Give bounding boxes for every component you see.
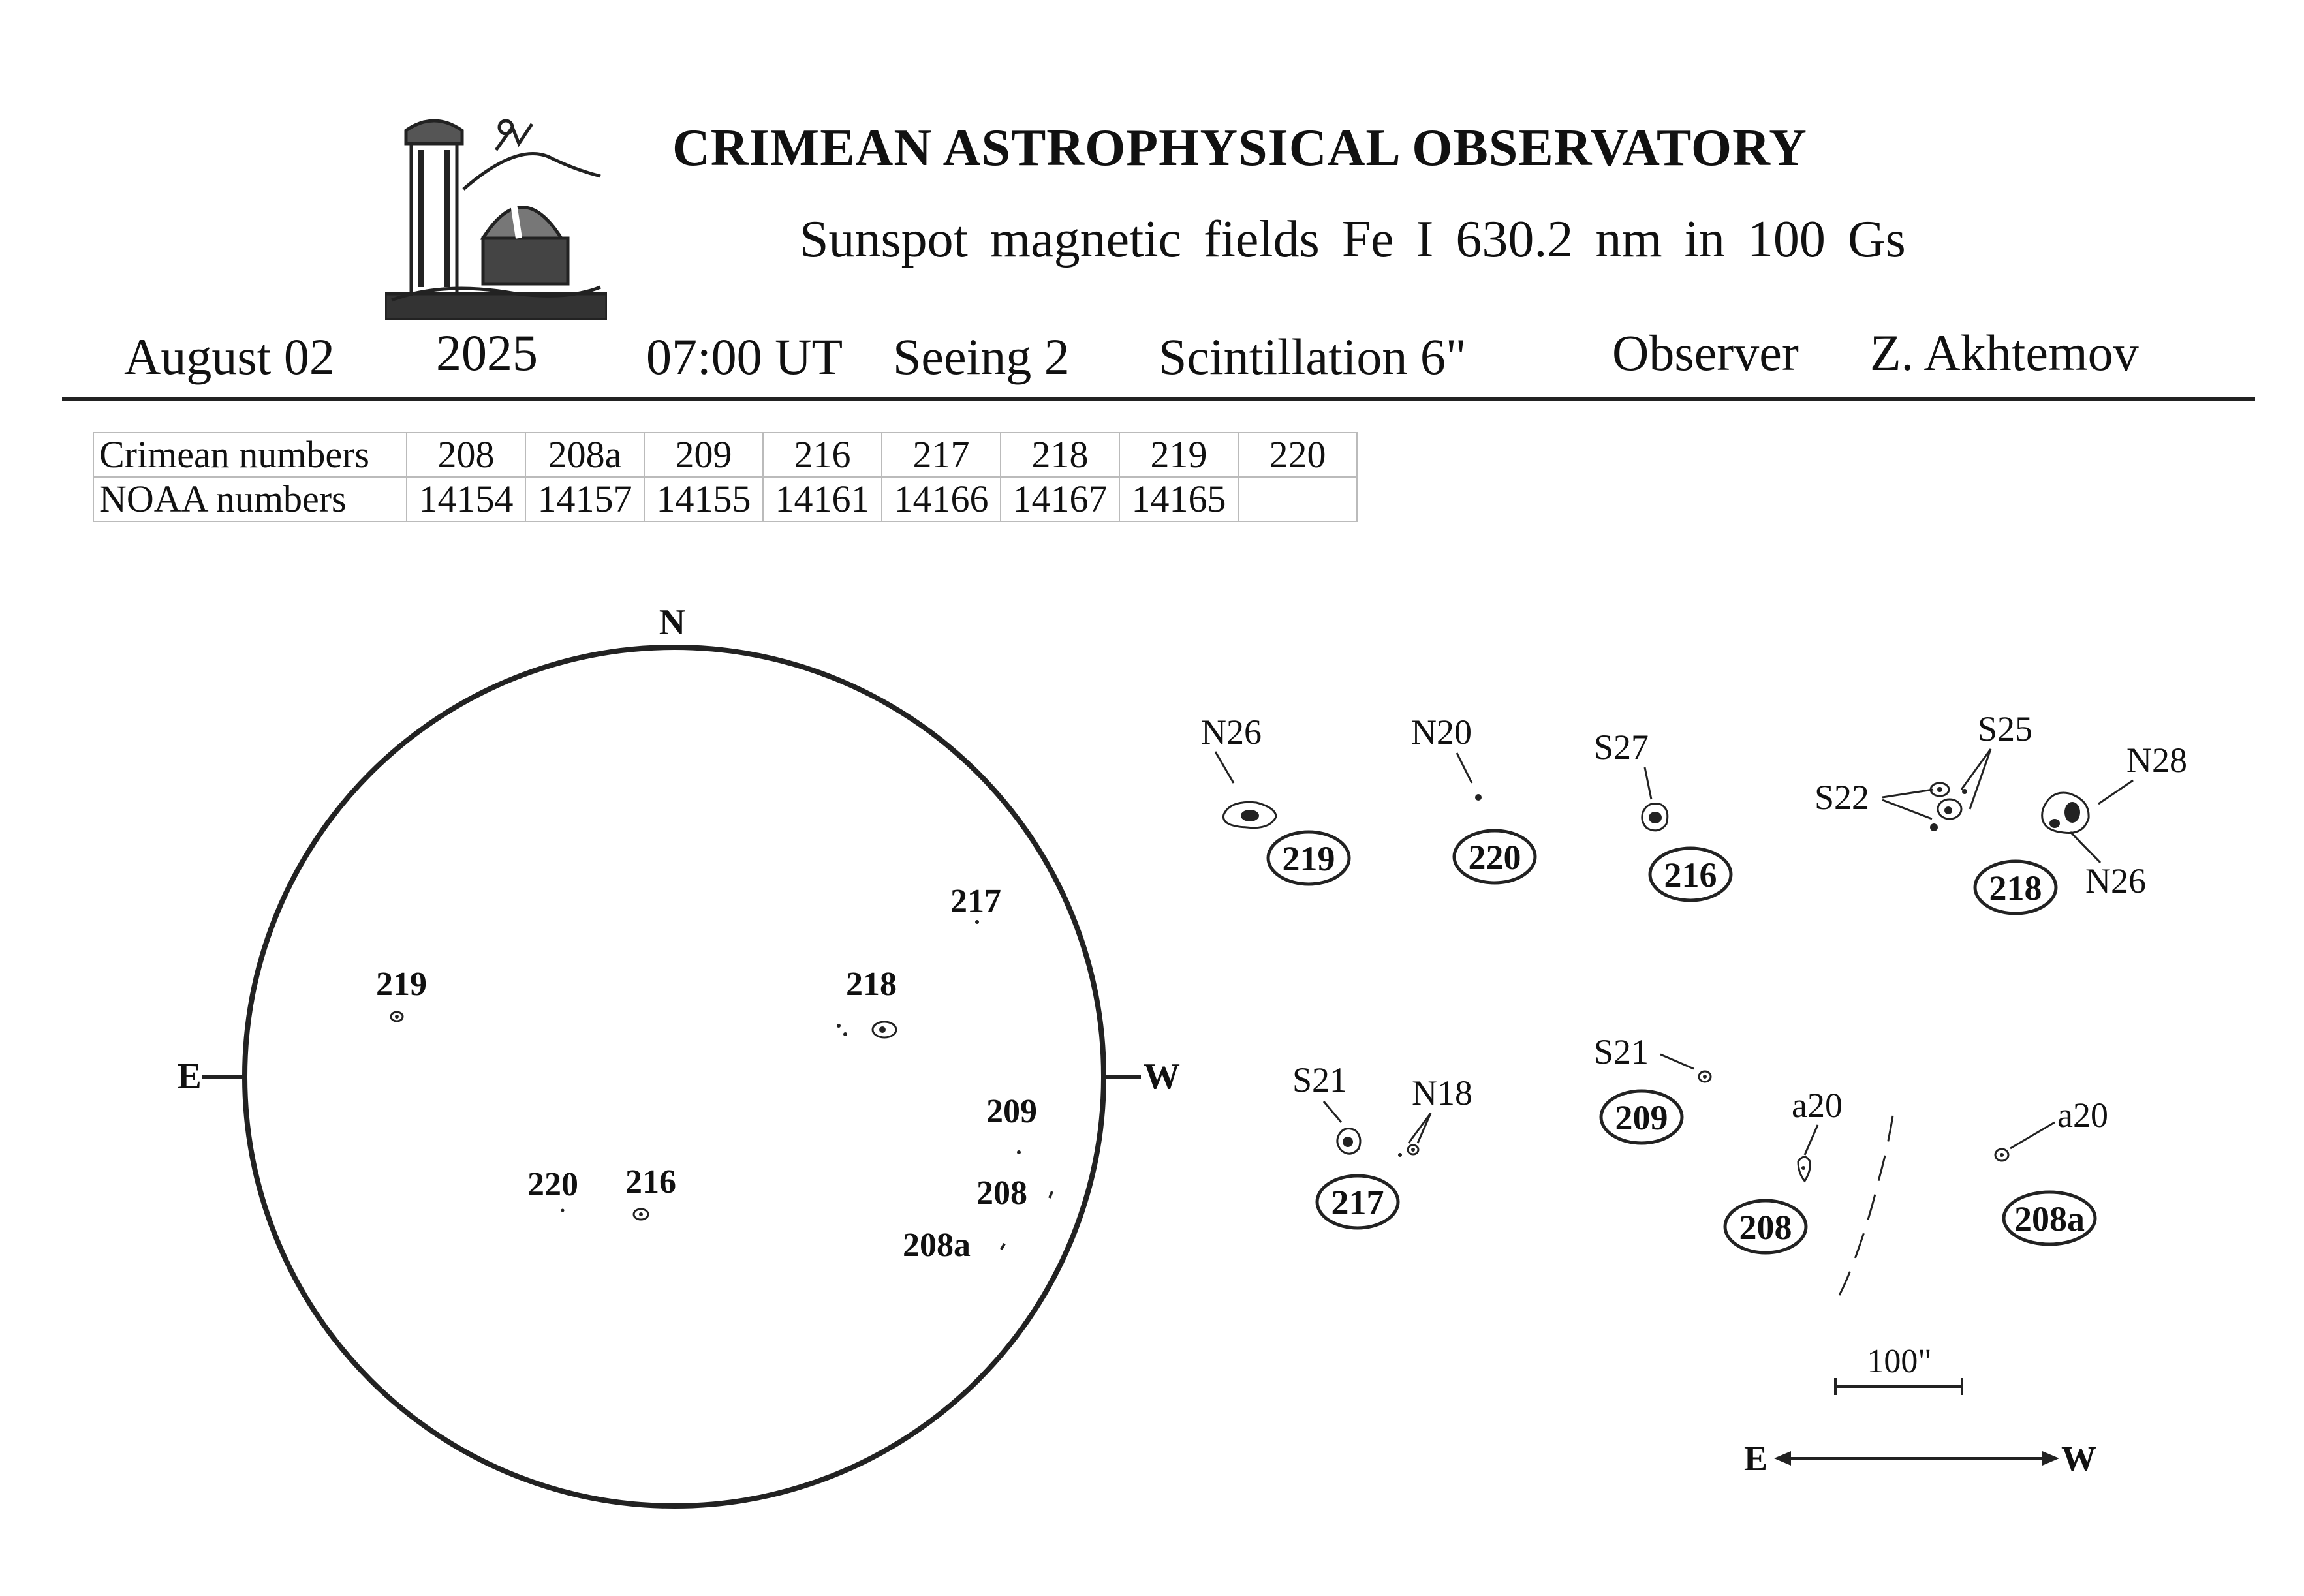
polarity-label: S21 [1594,1032,1649,1071]
region-details [1201,709,2187,1295]
crimean-number-cell: 208a [525,433,644,477]
direction-east-label: E [1743,1439,1768,1478]
disk-region-label: 217 [950,883,1001,920]
sunspot-umbra [1649,812,1662,823]
leader-line [1215,752,1234,783]
noaa-number-cell: 14161 [763,477,882,521]
disk-region-label: 218 [846,966,897,1003]
sunspot-mark [639,1212,643,1216]
polarity-label: N28 [2126,741,2187,780]
disk-region-label: 208 [976,1174,1027,1212]
sunspot-umbra [1241,810,1259,821]
region-218-detail [1814,709,2187,913]
neutral-line [1839,1116,1893,1295]
disk-region-label: 220 [527,1166,578,1203]
direction-west-label: W [2061,1439,2096,1478]
sunspot-umbra [1398,1153,1402,1157]
scale-bar [1835,1343,1962,1395]
sunspot-umbra [1930,823,1938,831]
seeing-value: Seeing 2 [893,328,1070,385]
scale-bar-label: 100" [1867,1343,1932,1380]
sunspot-mark [1001,1244,1004,1250]
noaa-number-cell: 14157 [525,477,644,521]
sunspot-mark [879,1026,886,1033]
sunspot-umbra [1944,806,1952,814]
sunspot-mark [395,1015,399,1019]
sunspot-umbra [2064,802,2080,823]
noaa-number-cell: 14155 [644,477,763,521]
sunspot-mark [843,1032,847,1036]
region-badge-label: 216 [1664,855,1717,895]
crimean-number-cell: 209 [644,433,763,477]
polarity-label: S25 [1978,709,2033,748]
leader-line [1882,800,1932,819]
region-219-detail [1201,713,1349,884]
observatory-title: CRIMEAN ASTROPHYSICAL OBSERVATORY [672,119,1807,177]
sunspot-umbra [2000,1153,2004,1157]
region-220-detail [1411,713,1535,883]
crimean-number-cell: 218 [1001,433,1119,477]
leader-line [2010,1122,2055,1148]
polarity-label: N18 [1412,1073,1472,1113]
noaa-number-cell: 14154 [407,477,525,521]
disk-region-label: 209 [986,1093,1037,1130]
disk-outline [245,647,1104,1506]
polarity-label: a20 [1792,1086,1843,1125]
region-badge-label: 217 [1331,1183,1384,1222]
east-label: E [177,1056,202,1097]
region-216-detail [1594,728,1731,900]
region-208a-detail [1995,1096,2108,1244]
sunspot-mark [1017,1150,1021,1154]
region-badge-label: 209 [1615,1098,1668,1137]
direction-arrow [1744,1439,2096,1478]
region-209-detail [1594,1032,1711,1143]
crimean-number-cell: 217 [882,433,1001,477]
north-label: N [659,602,686,643]
region-badge-label: 218 [1989,868,2042,908]
crimean-number-cell: 208 [407,433,525,477]
leader-line [1457,753,1472,783]
noaa-numbers-label: NOAA numbers [93,477,407,521]
disk-region-label: 208a [903,1227,971,1264]
region-badge-label: 219 [1282,839,1335,878]
noaa-number-cell: 14167 [1001,477,1119,521]
polarity-label: N20 [1411,713,1472,752]
polarity-label: N26 [1201,713,1262,752]
crimean-number-cell: 216 [763,433,882,477]
leader-line [1961,749,1991,790]
sunspot-umbra [1962,789,1967,794]
sunspot-mark [561,1209,565,1212]
polarity-label: S27 [1594,728,1649,767]
disk-region-label: 219 [376,966,427,1003]
leader-line [1805,1125,1818,1155]
crimean-number-cell: 220 [1238,433,1357,477]
observer-name: Z. Akhtemov [1870,324,2139,381]
sunspot-mark [975,920,979,924]
disk-region-label: 216 [625,1163,676,1201]
region-badge-label: 208a [2014,1199,2085,1238]
scintillation-value: Scintillation 6" [1159,328,1467,385]
leader-line [1882,790,1933,797]
leader-line [1324,1101,1341,1122]
west-label: W [1144,1056,1180,1097]
region-208-detail [1725,1086,1893,1295]
region-badge-label: 220 [1468,838,1521,877]
map-subtitle: Sunspot magnetic fields Fe I 630.2 nm in 100 Gs [800,211,1906,268]
leader-line [1645,767,1651,799]
noaa-number-cell: 14166 [882,477,1001,521]
sunspot-umbra [2049,819,2060,828]
observation-time: 07:00 UT [646,328,843,385]
arrow-head-left-icon [1774,1451,1791,1466]
polarity-label: a20 [2057,1096,2108,1135]
polarity-label: S21 [1292,1060,1348,1099]
leader-line [1970,749,1991,809]
sunspot-umbra [1411,1148,1415,1152]
polarity-label: S22 [1814,778,1870,817]
sunspot-mark [837,1024,841,1028]
crimean-numbers-label: Crimean numbers [93,433,407,477]
noaa-number-cell: 14165 [1119,477,1238,521]
observer-label: Observer [1612,324,1799,381]
region-217-detail [1292,1060,1472,1228]
observation-year: 2025 [436,324,538,381]
sunspot-umbra [1475,794,1482,801]
sunspot-mark [1050,1191,1052,1198]
sunspot-umbra [1801,1166,1805,1170]
observation-date: August 02 [124,328,335,385]
sunspot-umbra [1343,1137,1353,1147]
sunspot-umbra [1937,787,1942,792]
polarity-label: N26 [2085,861,2146,900]
sunspot-umbra [1703,1075,1707,1079]
arrow-head-right-icon [2042,1451,2059,1466]
leader-line [2070,832,2100,863]
leader-line [1660,1054,1694,1069]
region-badge-label: 208 [1739,1208,1792,1247]
solar-disk [177,602,1180,1506]
leader-line [2098,780,2133,804]
crimean-number-cell: 219 [1119,433,1238,477]
